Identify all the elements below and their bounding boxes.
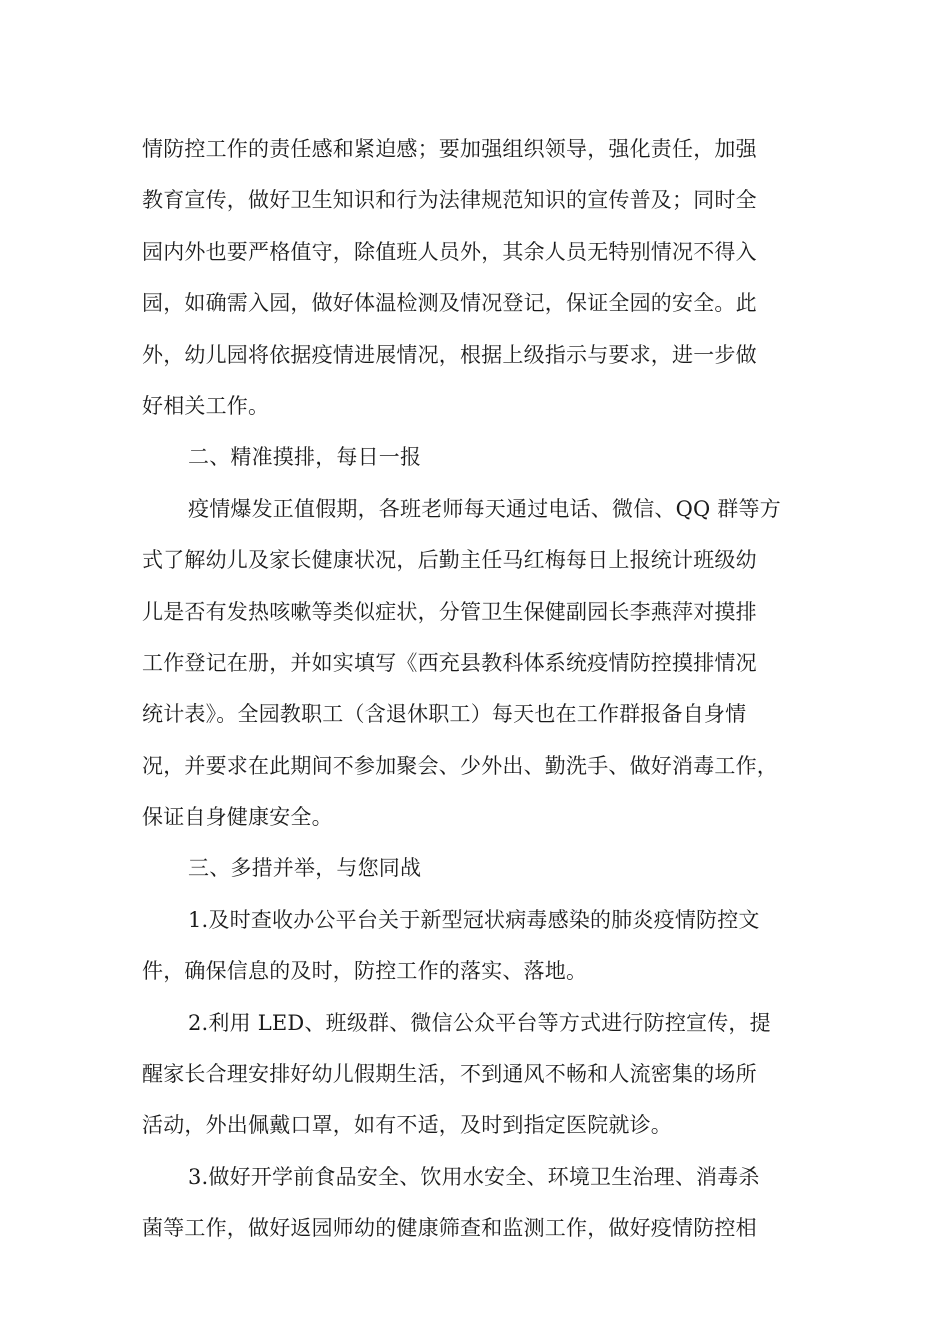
text-line: 保证自身健康安全。 — [142, 805, 333, 830]
text-line: 园内外也要严格值守，除值班人员外，其余人员无特别情况不得入 — [142, 239, 757, 264]
document-body — [142, 124, 822, 1255]
text-line: 儿是否有发热咳嗽等类似症状，分管卫生保健副园长李燕萍对摸排 — [142, 599, 757, 624]
text-line: 工作登记在册，并如实填写《西充县教科体系统疫情防控摸排情况 — [142, 650, 757, 675]
text-line: 活动，外出佩戴口罩，如有不适，及时到指定医院就诊。 — [142, 1113, 672, 1138]
text-line: 教育宣传，做好卫生知识和行为法律规范知识的宣传普及；同时全 — [142, 188, 757, 213]
text-line: 园，如确需入园，做好体温检测及情况登记，保证全园的安全。此 — [142, 291, 757, 316]
text-line: 醒家长合理安排好幼儿假期生活，不到通风不畅和人流密集的场所 — [142, 1062, 757, 1087]
text-line: 外，幼儿园将依据疫情进展情况，根据上级指示与要求，进一步做 — [142, 342, 757, 367]
text-line: 3.做好开学前食品安全、饮用水安全、环境卫生治理、消毒杀 — [188, 1164, 760, 1189]
text-line: 情防控工作的责任感和紧迫感；要加强组织领导，强化责任，加强 — [142, 137, 757, 161]
text-line: 况，并要求在此期间不参加聚会、少外出、勤洗手、做好消毒工作， — [142, 753, 778, 778]
section-heading: 三、多措并举，与您同战 — [188, 856, 422, 881]
text-line: 统计表》。全园教职工（含退休职工）每天也在工作群报备自身情 — [142, 702, 747, 727]
text-line: 疫情爆发正值假期，各班老师每天通过电话、微信、QQ 群等方 — [188, 496, 781, 521]
section-heading: 二、精准摸排，每日一报 — [188, 445, 422, 470]
text-line: 2.利用 LED、班级群、微信公众平台等方式进行防控宣传，提 — [188, 1010, 771, 1035]
text-line: 件，确保信息的及时，防控工作的落实、落地。 — [142, 959, 588, 984]
text-line: 好相关工作。 — [142, 393, 270, 418]
text-line: 菌等工作，做好返园师幼的健康筛查和监测工作，做好疫情防控相 — [142, 1216, 757, 1241]
text-line: 式了解幼儿及家长健康状况，后勤主任马红梅每日上报统计班级幼 — [142, 548, 757, 573]
text-line: 1.及时查收办公平台关于新型冠状病毒感染的肺炎疫情防控文 — [188, 907, 760, 932]
